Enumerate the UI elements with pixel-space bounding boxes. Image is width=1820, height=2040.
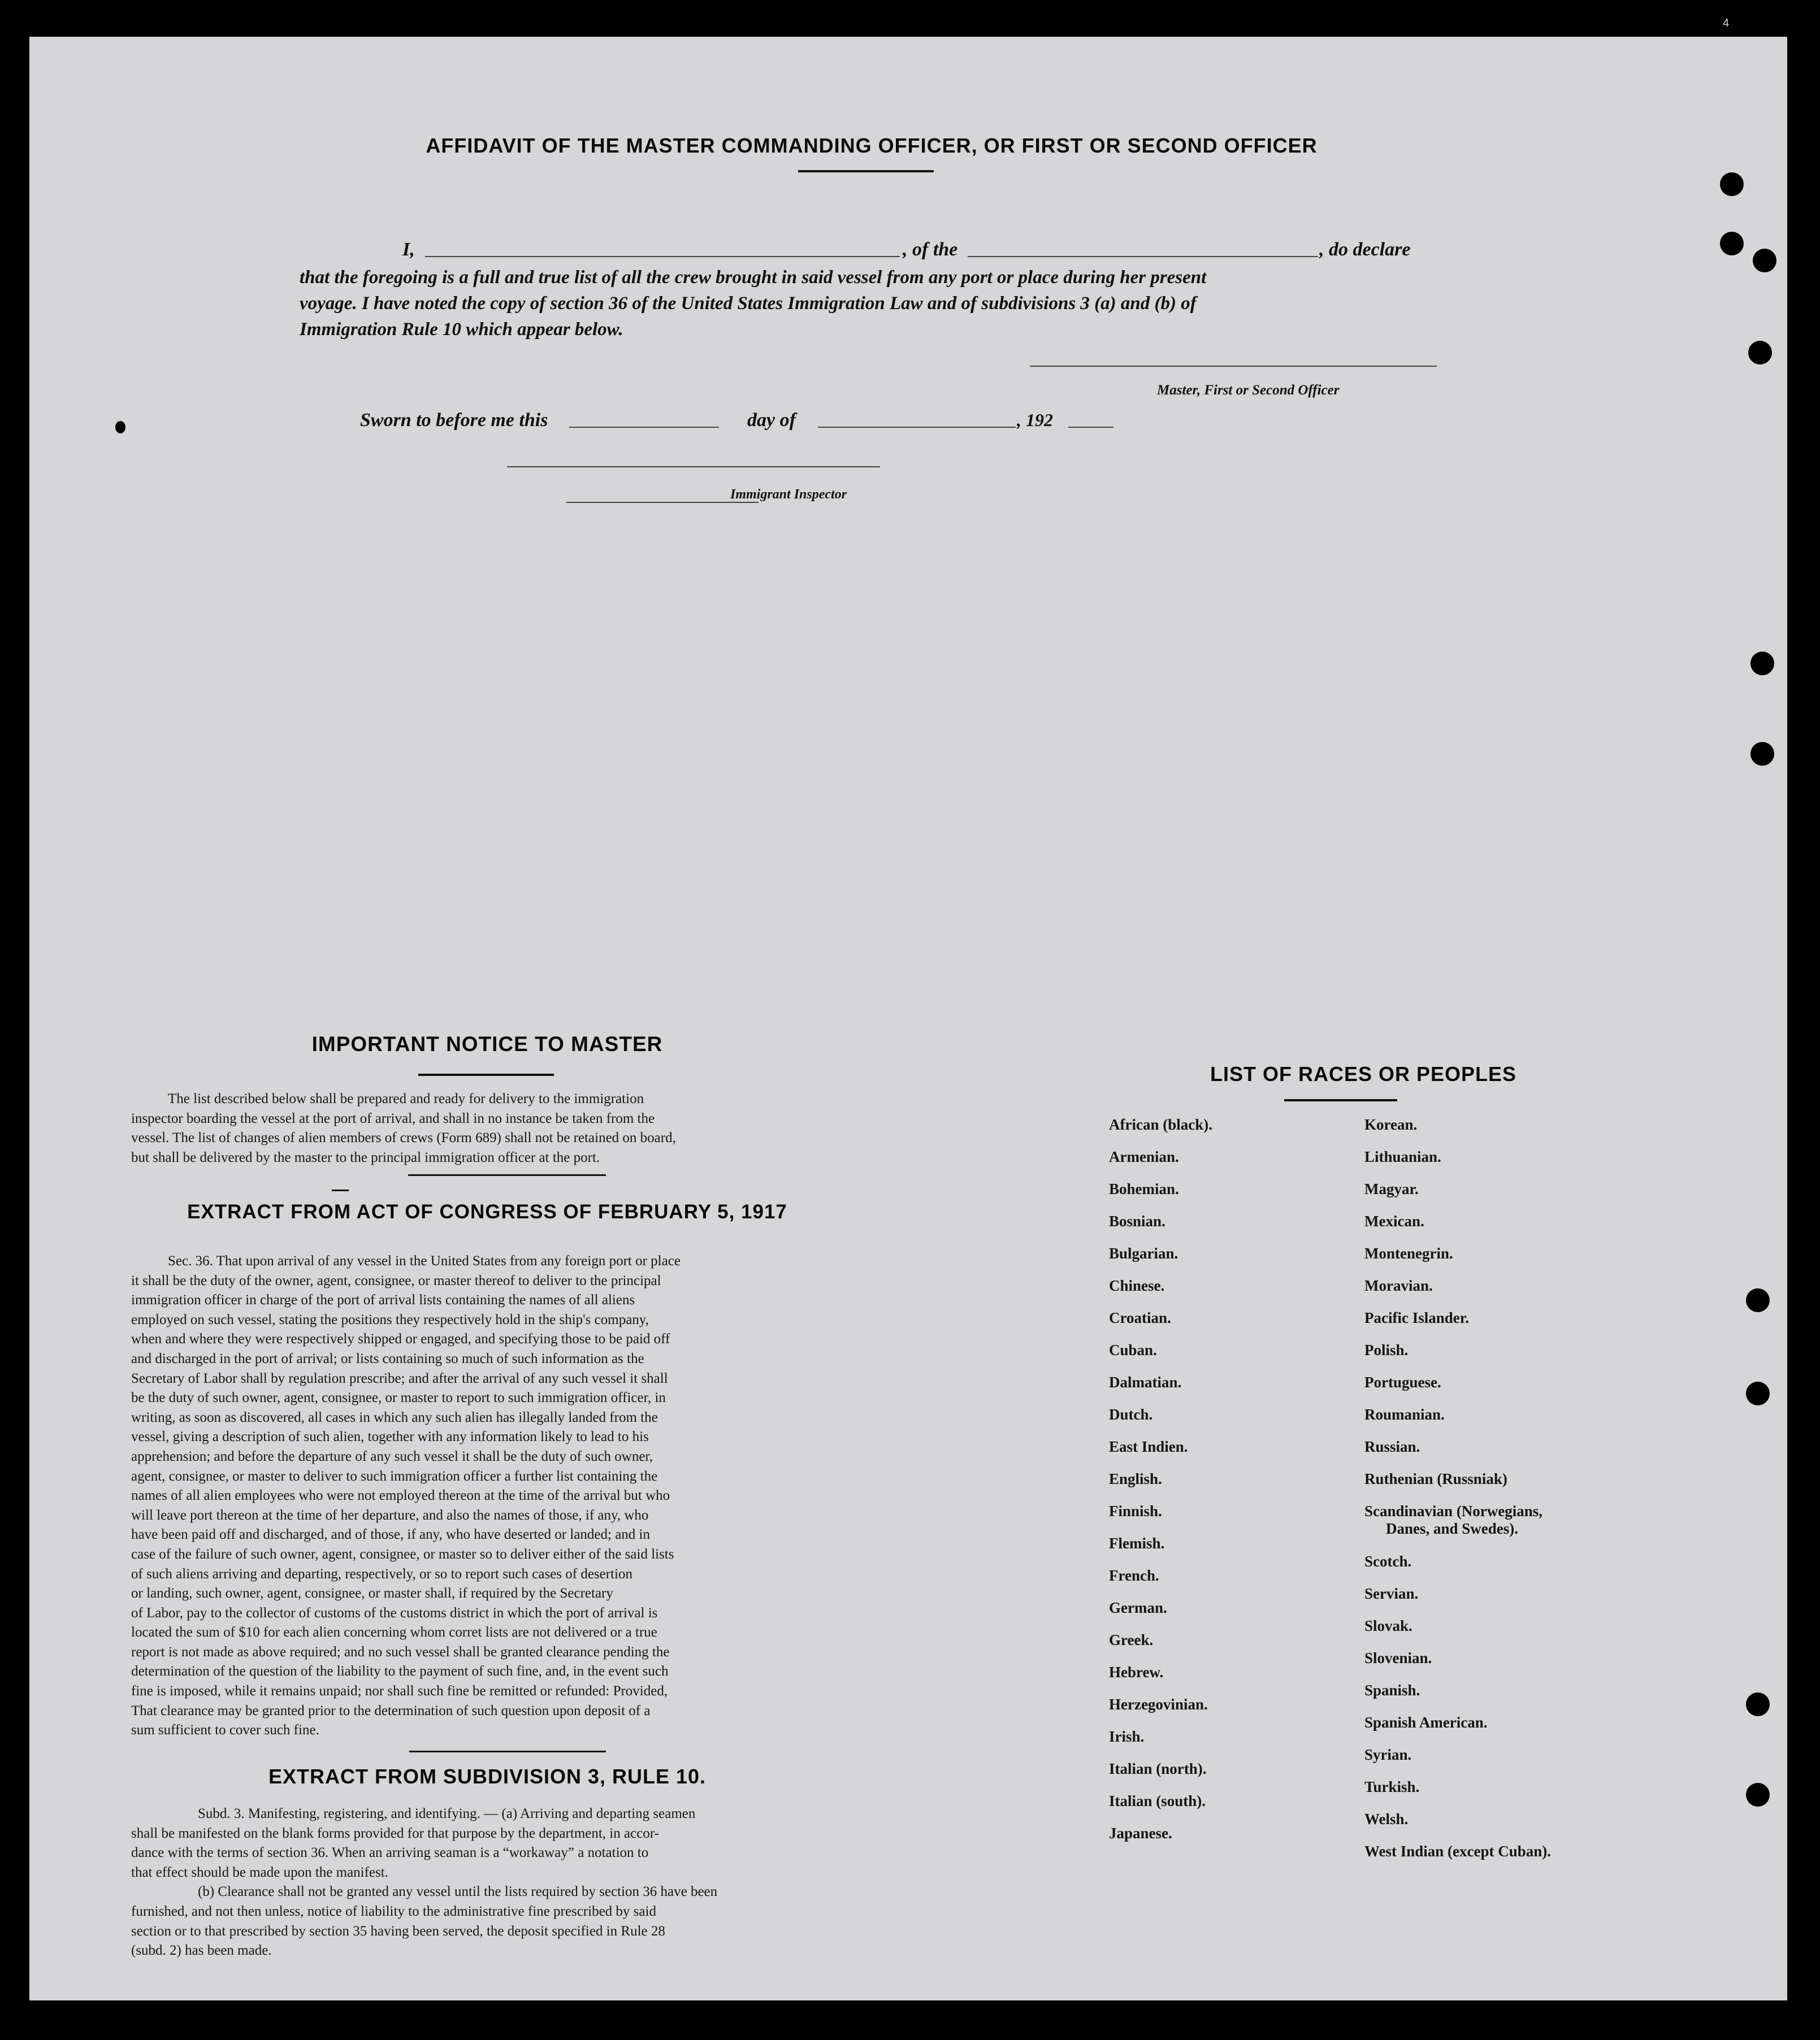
notice-bottom-rule: [408, 1174, 606, 1176]
race-item: Irish.: [1109, 1728, 1145, 1745]
race-item: Scandinavian (Norwegians,: [1364, 1503, 1543, 1520]
punch-hole: [1753, 249, 1776, 272]
race-item: Bohemian.: [1109, 1180, 1179, 1197]
punch-hole: [1720, 232, 1744, 255]
affidavit-declare-label: , do declare: [1319, 239, 1411, 260]
notice-line: vessel. The list of changes of alien members of crews (Form 689) shall not be retained on board,: [131, 1130, 676, 1146]
race-item: Mexican.: [1364, 1213, 1424, 1230]
rule-line: that effect should be made upon the manifest.: [131, 1864, 388, 1880]
inspector-label: Immigrant Inspector: [730, 487, 847, 502]
punch-hole: [1746, 1288, 1770, 1312]
race-item: Slovak.: [1364, 1617, 1412, 1634]
act-line: employed on such vessel, stating the positions they respectively hold in the ship's company,: [131, 1312, 649, 1327]
race-item: Magyar.: [1364, 1180, 1419, 1197]
punch-hole: [1746, 1692, 1770, 1716]
act-bottom-rule: [409, 1751, 606, 1752]
act-line: That clearance may be granted prior to the determination of such question upon deposit of a: [131, 1703, 651, 1718]
act-line: report is not made as above required; and no such vessel shall be granted clearance pending the: [131, 1644, 670, 1660]
race-item: Korean.: [1364, 1116, 1418, 1133]
races-title: LIST OF RACES OR PEOPLES: [1210, 1062, 1517, 1086]
act-line: will leave port thereon at the time of her departure, and also the names of those, if any, who: [131, 1507, 649, 1523]
ink-dot: [115, 421, 125, 433]
race-item: Moravian.: [1364, 1277, 1433, 1294]
rule-line: (subd. 2) has been made.: [131, 1943, 272, 1959]
race-item: Bosnian.: [1109, 1213, 1165, 1230]
officer-name-field[interactable]: [425, 256, 900, 257]
act-line: have been paid off and discharged, and of those, if any, who have deserted or landed; and in: [131, 1527, 650, 1543]
act-line: of Labor, pay to the collector of customs of the customs district in which the port of arrival is: [131, 1605, 658, 1621]
sworn-day-label: day of: [747, 410, 796, 431]
race-item: Turkish.: [1364, 1778, 1420, 1795]
race-item: East Indien.: [1109, 1438, 1188, 1455]
affidavit-body-line: Immigration Rule 10 which appear below.: [300, 319, 623, 340]
affidavit-body-line: that the foregoing is a full and true list of all the crew brought in said vessel from any port or place during her present: [300, 267, 1207, 288]
sworn-year-label: , 192: [1017, 410, 1053, 430]
race-item: African (black).: [1109, 1116, 1212, 1133]
race-item: Dutch.: [1109, 1406, 1153, 1423]
notice-line: but shall be delivered by the master to the principal immigration officer at the port.: [131, 1149, 600, 1165]
race-item: Bulgarian.: [1109, 1245, 1178, 1262]
act-line: immigration officer in charge of the port of arrival lists containing the names of all aliens: [131, 1292, 635, 1308]
race-item: Pacific Islander.: [1364, 1309, 1469, 1326]
act-line: vessel, giving a description of such alien, together with any information likely to lead to his: [131, 1429, 649, 1445]
notice-title: IMPORTANT NOTICE TO MASTER: [311, 1032, 663, 1056]
race-item: Lithuanian.: [1364, 1148, 1441, 1165]
act-line: fine is imposed, while it remains unpaid; nor shall such fine be remitted or refunded: Provided,: [131, 1683, 668, 1699]
act-line: writing, as soon as discovered, all cases in which any such alien has illegally landed from the: [131, 1409, 658, 1425]
punch-hole: [1748, 341, 1772, 364]
affidavit-of-label: , of the: [903, 239, 958, 260]
act-line: or landing, such owner, agent, consignee, or master shall, if required by the Secretary: [131, 1586, 613, 1601]
race-item: Ruthenian (Russniak): [1364, 1470, 1507, 1487]
race-item: West Indian (except Cuban).: [1364, 1843, 1552, 1860]
race-item: Spanish American.: [1364, 1714, 1488, 1731]
race-item: Servian.: [1364, 1585, 1419, 1602]
sworn-label: Sworn to before me this: [360, 410, 548, 431]
sworn-day-field[interactable]: [569, 427, 719, 428]
race-item: Dalmatian.: [1109, 1374, 1182, 1391]
race-item: Greek.: [1109, 1631, 1154, 1648]
inspector-signature-field[interactable]: [507, 466, 880, 467]
race-item: English.: [1109, 1470, 1162, 1487]
act-line: case of the failure of such owner, agent, consignee, or master so to deliver either of the said lists: [131, 1546, 674, 1562]
act-line: apprehension; and before the departure of any such vessel it shall be the duty of such owner,: [131, 1448, 653, 1464]
race-item: Russian.: [1364, 1438, 1420, 1455]
sworn-month-field[interactable]: [818, 427, 1016, 428]
race-item: Cuban.: [1109, 1342, 1157, 1358]
race-item: Polish.: [1364, 1342, 1409, 1358]
punch-hole: [1746, 1382, 1770, 1405]
punch-hole: [1750, 742, 1774, 766]
act-line: names of all alien employees who were not employed thereon at the time of the arrival but who: [131, 1488, 670, 1504]
race-item: Welsh.: [1364, 1811, 1409, 1828]
race-item: Italian (north).: [1109, 1760, 1207, 1777]
act-line: sum sufficient to cover such fine.: [131, 1722, 319, 1738]
vessel-name-field[interactable]: [968, 256, 1318, 257]
race-item: Slovenian.: [1364, 1650, 1432, 1666]
act-line: Secretary of Labor shall by regulation prescribe; and after the arrival of any such vessel it shall: [131, 1370, 668, 1386]
act-extract-title: EXTRACT FROM ACT OF CONGRESS OF FEBRUARY 5, 1917: [187, 1201, 787, 1223]
notice-line: The list described below shall be prepared and ready for delivery to the immigration: [168, 1091, 644, 1106]
affidavit-title-rule: [798, 170, 934, 172]
notice-line: inspector boarding the vessel at the port of arrival, and shall in no instance be taken from the: [131, 1110, 655, 1126]
act-line: when and where they were respectively shipped or engaged, and specifying those to be paid off: [131, 1331, 670, 1347]
act-line: determination of the question of the liability to the payment of such fine, and, in the event such: [131, 1664, 669, 1679]
rule-line: section or to that prescribed by section 35 having been served, the deposit specified in Rule 28: [131, 1923, 665, 1939]
race-item: Syrian.: [1364, 1746, 1412, 1763]
race-item: Scotch.: [1364, 1553, 1412, 1570]
affidavit-body-line: voyage. I have noted the copy of section 36 of the United States Immigration Law and of subdivisions 3 (a) and (b) of: [300, 293, 1197, 314]
act-line: of such aliens arriving and departing, respectively, or so to report such cases of desertion: [131, 1566, 632, 1582]
act-line: Sec. 36. That upon arrival of any vessel in the United States from any foreign port or place: [168, 1253, 681, 1269]
race-item: Hebrew.: [1109, 1664, 1164, 1681]
act-line: it shall be the duty of the owner, agent, consignee, or master thereof to deliver to the principal: [131, 1273, 661, 1288]
rule-line: Subd. 3. Manifesting, registering, and identifying. — (a) Arriving and departing seamen: [198, 1806, 696, 1821]
race-item: Finnish.: [1109, 1503, 1162, 1520]
inspector-name-field[interactable]: [566, 502, 759, 503]
punch-hole: [1746, 1783, 1770, 1807]
races-title-rule: [1284, 1099, 1397, 1101]
race-item: Italian (south).: [1109, 1792, 1206, 1809]
notice-dash: [332, 1190, 349, 1191]
race-item: Croatian.: [1109, 1309, 1171, 1326]
master-signature-field[interactable]: [1030, 366, 1437, 367]
master-signature-label: Master, First or Second Officer: [1157, 383, 1340, 398]
rule-line: shall be manifested on the blank forms provided for that purpose by the department, in accor-: [131, 1825, 659, 1841]
notice-text: [131, 1090, 832, 1167]
act-line: agent, consignee, or master to deliver to such immigration officer a further list containing the: [131, 1468, 658, 1484]
rule-line: dance with the terms of section 36. When an arriving seaman is a “workaway” a notation to: [131, 1845, 649, 1861]
act-line: be the duty of such owner, agent, consignee, or master to report to such immigration officer, in: [131, 1390, 666, 1406]
race-item: Montenegrin.: [1364, 1245, 1453, 1262]
affidavit-title: AFFIDAVIT OF THE MASTER COMMANDING OFFICER, OR FIRST OR SECOND OFFICER: [426, 134, 1318, 157]
corner-page-mark: 4: [1723, 17, 1730, 29]
affidavit-i-label: I,: [402, 239, 415, 260]
race-item: Armenian.: [1109, 1148, 1179, 1165]
race-item: Portuguese.: [1364, 1374, 1441, 1391]
race-item: Spanish.: [1364, 1682, 1420, 1699]
rule-line: (b) Clearance shall not be granted any vessel until the lists required by section 36 have been: [198, 1884, 718, 1900]
rule-extract-title: EXTRACT FROM SUBDIVISION 3, RULE 10.: [268, 1765, 707, 1788]
sworn-year-field[interactable]: [1068, 427, 1113, 428]
rule-extract-text: [131, 1804, 832, 1961]
race-item: Danes, and Swedes).: [1386, 1520, 1519, 1537]
race-item: German.: [1109, 1599, 1167, 1616]
rule-line: furnished, and not then unless, notice of liability to the administrative fine prescribed by said: [131, 1903, 656, 1919]
race-item: Flemish.: [1109, 1535, 1165, 1552]
punch-hole: [1750, 652, 1774, 675]
act-line: located the sum of $10 for each alien concerning whom corret lists are not delivered or a true: [131, 1625, 657, 1640]
act-line: and discharged in the port of arrival; or lists containing so much of such information as the: [131, 1351, 644, 1366]
document-page: [29, 37, 1787, 2000]
act-extract-text: [131, 1252, 832, 1740]
race-item: French.: [1109, 1567, 1159, 1584]
punch-hole: [1720, 172, 1744, 196]
race-item: Herzegovinian.: [1109, 1696, 1208, 1713]
race-item: Roumanian.: [1364, 1406, 1445, 1423]
race-item: Japanese.: [1109, 1825, 1172, 1842]
race-item: Chinese.: [1109, 1277, 1165, 1294]
notice-title-rule: [418, 1074, 554, 1076]
